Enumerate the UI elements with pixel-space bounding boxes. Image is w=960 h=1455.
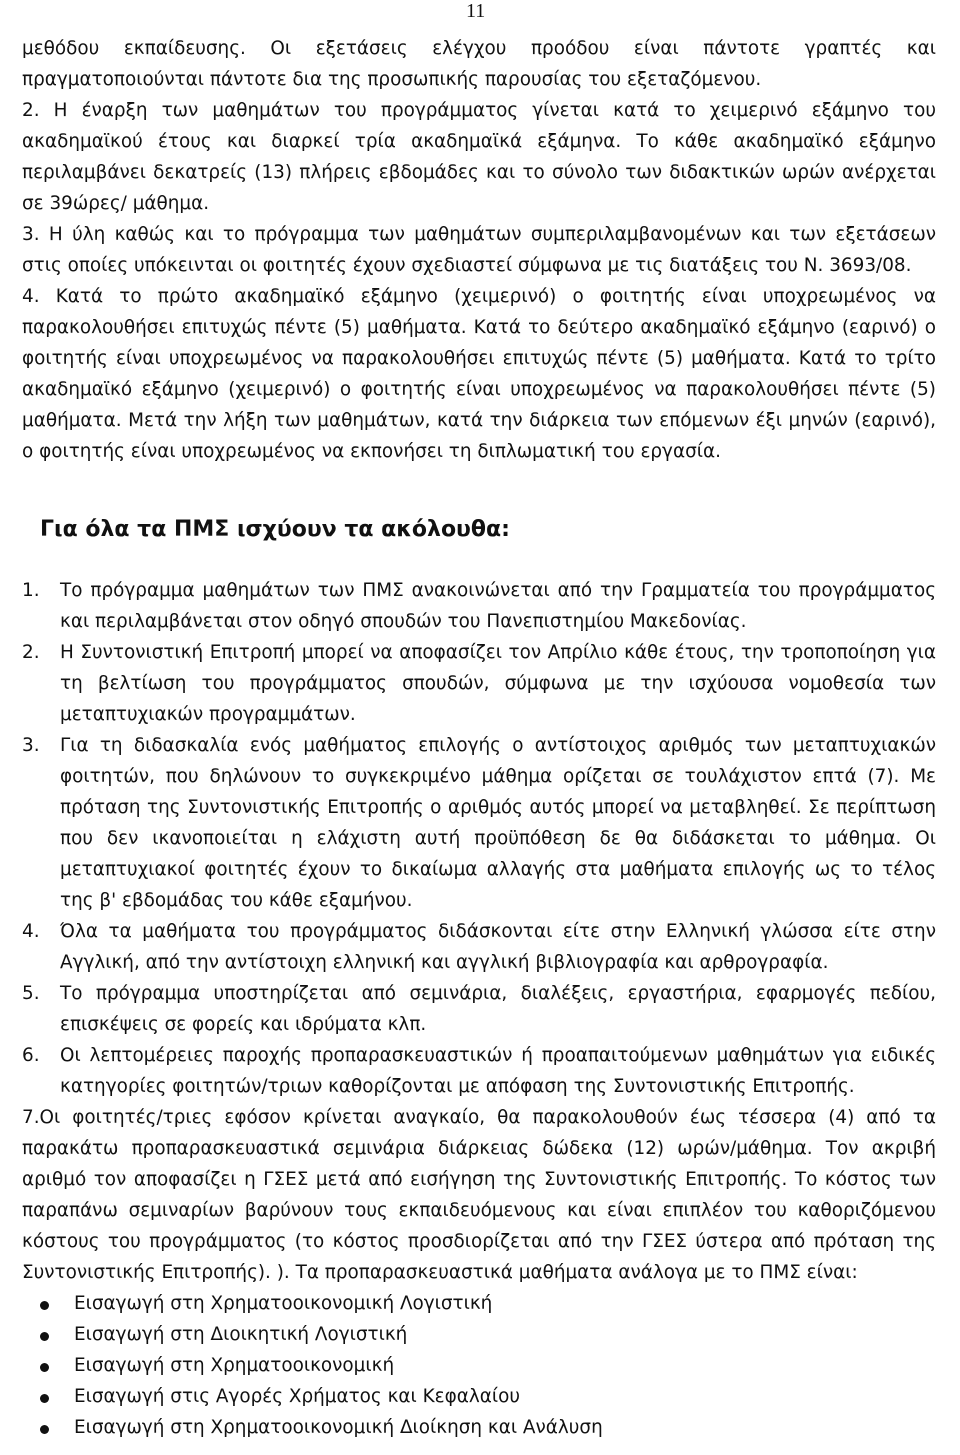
list-item-number: 4. [22, 921, 40, 942]
list-item [22, 637, 936, 730]
bullet-icon [40, 1301, 49, 1310]
list-item-number: 2. [22, 642, 40, 663]
paragraph-4: 4. Κατά το πρώτο ακαδημαϊκό εξάμηνο (χειμερινό) ο φοιτητής είναι υποχρεωμένος να παρακολουθήσει επιτυχώς πέντε (5) μαθήματα. Κατά το δεύτερο ακαδημαϊκό εξάμηνο (εαρινό) ο φοιτητής είναι υποχρεωμένος να παρακολουθήσει επιτυχώς πέντε (5) μαθήματα. Κατά το τρίτο ακαδημαϊκό εξάμηνο (χειμερινό) ο φοιτητής είναι υποχρεωμένος να παρακολουθήσει πέντε (5) μαθήματα. Μετά την λήξη των μαθημάτων, κατά την διάρκεια των επόμενων έξι μηνών (εαρινό), ο φοιτητής είναι υποχρεωμένος να εκπονήσει τη διπλωματική του εργασία. [22, 286, 936, 462]
bullet-text: Εισαγωγή στη Χρηματοοικονομική Λογιστική [74, 1293, 493, 1314]
bullet-text: Εισαγωγή στις Αγορές Χρήματος και Κεφαλαίου [74, 1386, 520, 1407]
list-item-number: 6. [22, 1045, 40, 1066]
bullet-text: Εισαγωγή στη Διοικητική Λογιστική [74, 1324, 408, 1345]
list-item-text: Η Συντονιστική Επιτροπή μπορεί να αποφασίζει τον Απρίλιο κάθε έτους, την τροποποίηση για τη βελτίωση του προγράμματος σπουδών, σύμφωνα με την ισχύουσα νομοθεσία των μεταπτυχιακών προγραμμάτων. [60, 642, 936, 725]
bullet-text: Εισαγωγή στη Χρηματοοικονομική [74, 1355, 395, 1376]
page-number: 11 [466, 0, 486, 22]
list-item [22, 1040, 936, 1102]
preparatory-courses-list [22, 1288, 936, 1443]
list-item-text: Για τη διδασκαλία ενός μαθήματος επιλογής ο αντίστοιχος αριθμός των μεταπτυχιακών φοιτητών, που δηλώνουν το συγκεκριμένο μάθημα ορίζεται σε τουλάχιστον επτά (7). Με πρόταση της Συντονιστικής Επιτροπής ο αριθμός αυτός μπορεί να μεταβληθεί. Σε περίπτωση που δεν ικανοποιείται η ελάχιστη αυτή προϋπόθεση δε θα διδάσκεται το μάθημα. Οι μεταπτυχιακοί φοιτητές έχουν το δικαίωμα αλλαγής στα μαθήματα επιλογής ως το τέλος της β' εβδομάδας του κάθε εξαμήνου. [60, 735, 936, 911]
list-item-text: Όλα τα μαθήματα του προγράμματος διδάσκονται είτε στην Ελληνική γλώσσα είτε στην Αγγλική, από την αντίστοιχη ελληνική και αγγλική βιβλιογραφία και αρθρογραφία. [60, 921, 936, 973]
bullet-text: Εισαγωγή στη Χρηματοοικονομική Διοίκηση και Ανάλυση [74, 1417, 603, 1438]
paragraph-2: 2. Η έναρξη των μαθημάτων του προγράμματος γίνεται κατά το χειμερινό εξάμηνο του ακαδημαϊκού έτους και διαρκεί τρία ακαδημαϊκά εξάμηνα. Το κάθε ακαδημαϊκό εξάμηνο περιλαμβάνει δεκατρείς (13) πλήρεις εβδομάδες και το σύνολο των διδακτικών ωρών ανέρχεται σε 39ώρες/ μάθημα. [22, 100, 936, 214]
list-item-text: Το πρόγραμμα μαθημάτων των ΠΜΣ ανακοινώνεται από την Γραμματεία του προγράμματος και περιλαμβάνεται στον οδηγό σπουδών του Πανεπιστημίου Μακεδονίας. [60, 580, 936, 632]
list-item [22, 978, 936, 1040]
list-item-number: 3. [22, 735, 40, 756]
document-body [22, 33, 936, 1443]
list-item [22, 575, 936, 637]
bullet-item [40, 1412, 936, 1443]
list-item-7: 7.Οι φοιτητές/τριες εφόσον κρίνεται αναγκαίο, θα παρακολουθούν έως τέσσερα (4) από τα παρακάτω προπαρασκευαστικά σεμινάρια διάρκειας δώδεκα (12) ωρών/μάθημα. Τον ακριβή αριθμό τον αποφασίζει η ΓΣΕΣ μετά από εισήγηση της Συντονιστικής Επιτροπής. Το κόστος των παραπάνω σεμιναρίων βαρύνουν τους εκπαιδευόμενους και είναι επιπλέον του καθοριζόμενου κόστους του προγράμματος (το κόστος προσδιορίζεται από την ΓΣΕΣ ύστερα από πρόταση της Συντονιστικής Επιτροπής). ). Τα προπαρασκευαστικά μαθήματα ανάλογα με το ΠΜΣ είναι: [22, 1107, 936, 1283]
bullet-item [40, 1350, 936, 1381]
bullet-icon [40, 1363, 49, 1372]
bullet-icon [40, 1394, 49, 1403]
list-item-number: 1. [22, 580, 40, 601]
paragraph-1: μεθόδου εκπαίδευσης. Οι εξετάσεις ελέγχου προόδου είναι πάντοτε γραπτές και πραγματοποιούνται πάντοτε δια της προσωπικής παρουσίας του εξεταζόμενου. [22, 38, 936, 90]
paragraph-3: 3. Η ύλη καθώς και το πρόγραμμα των μαθημάτων συμπεριλαμβανομένων και των εξετάσεων στις οποίες υπόκεινται οι φοιτητές έχουν σχεδιαστεί σύμφωνα με τις διατάξεις του Ν. 3693/08. [22, 224, 936, 276]
list-item-text: Οι λεπτομέρειες παροχής προπαρασκευαστικών ή προαπαιτούμενων μαθημάτων για ειδικές κατηγορίες φοιτητών/τριων καθορίζονται με απόφαση της Συντονιστικής Επιτροπής. [60, 1045, 936, 1097]
bullet-item [40, 1288, 936, 1319]
section-heading: Για όλα τα ΠΜΣ ισχύουν τα ακόλουθα: [40, 517, 510, 542]
bullet-icon [40, 1332, 49, 1341]
bullet-item [40, 1381, 936, 1412]
list-item-text: Το πρόγραμμα υποστηρίζεται από σεμινάρια, διαλέξεις, εργαστήρια, εφαρμογές πεδίου, επισκέψεις σε φορείς και ιδρύματα κλπ. [60, 983, 936, 1035]
list-item [22, 730, 936, 916]
bullet-icon [40, 1425, 49, 1434]
rules-list [22, 575, 936, 1288]
list-item-number: 5. [22, 983, 40, 1004]
list-item [22, 916, 936, 978]
bullet-item [40, 1319, 936, 1350]
